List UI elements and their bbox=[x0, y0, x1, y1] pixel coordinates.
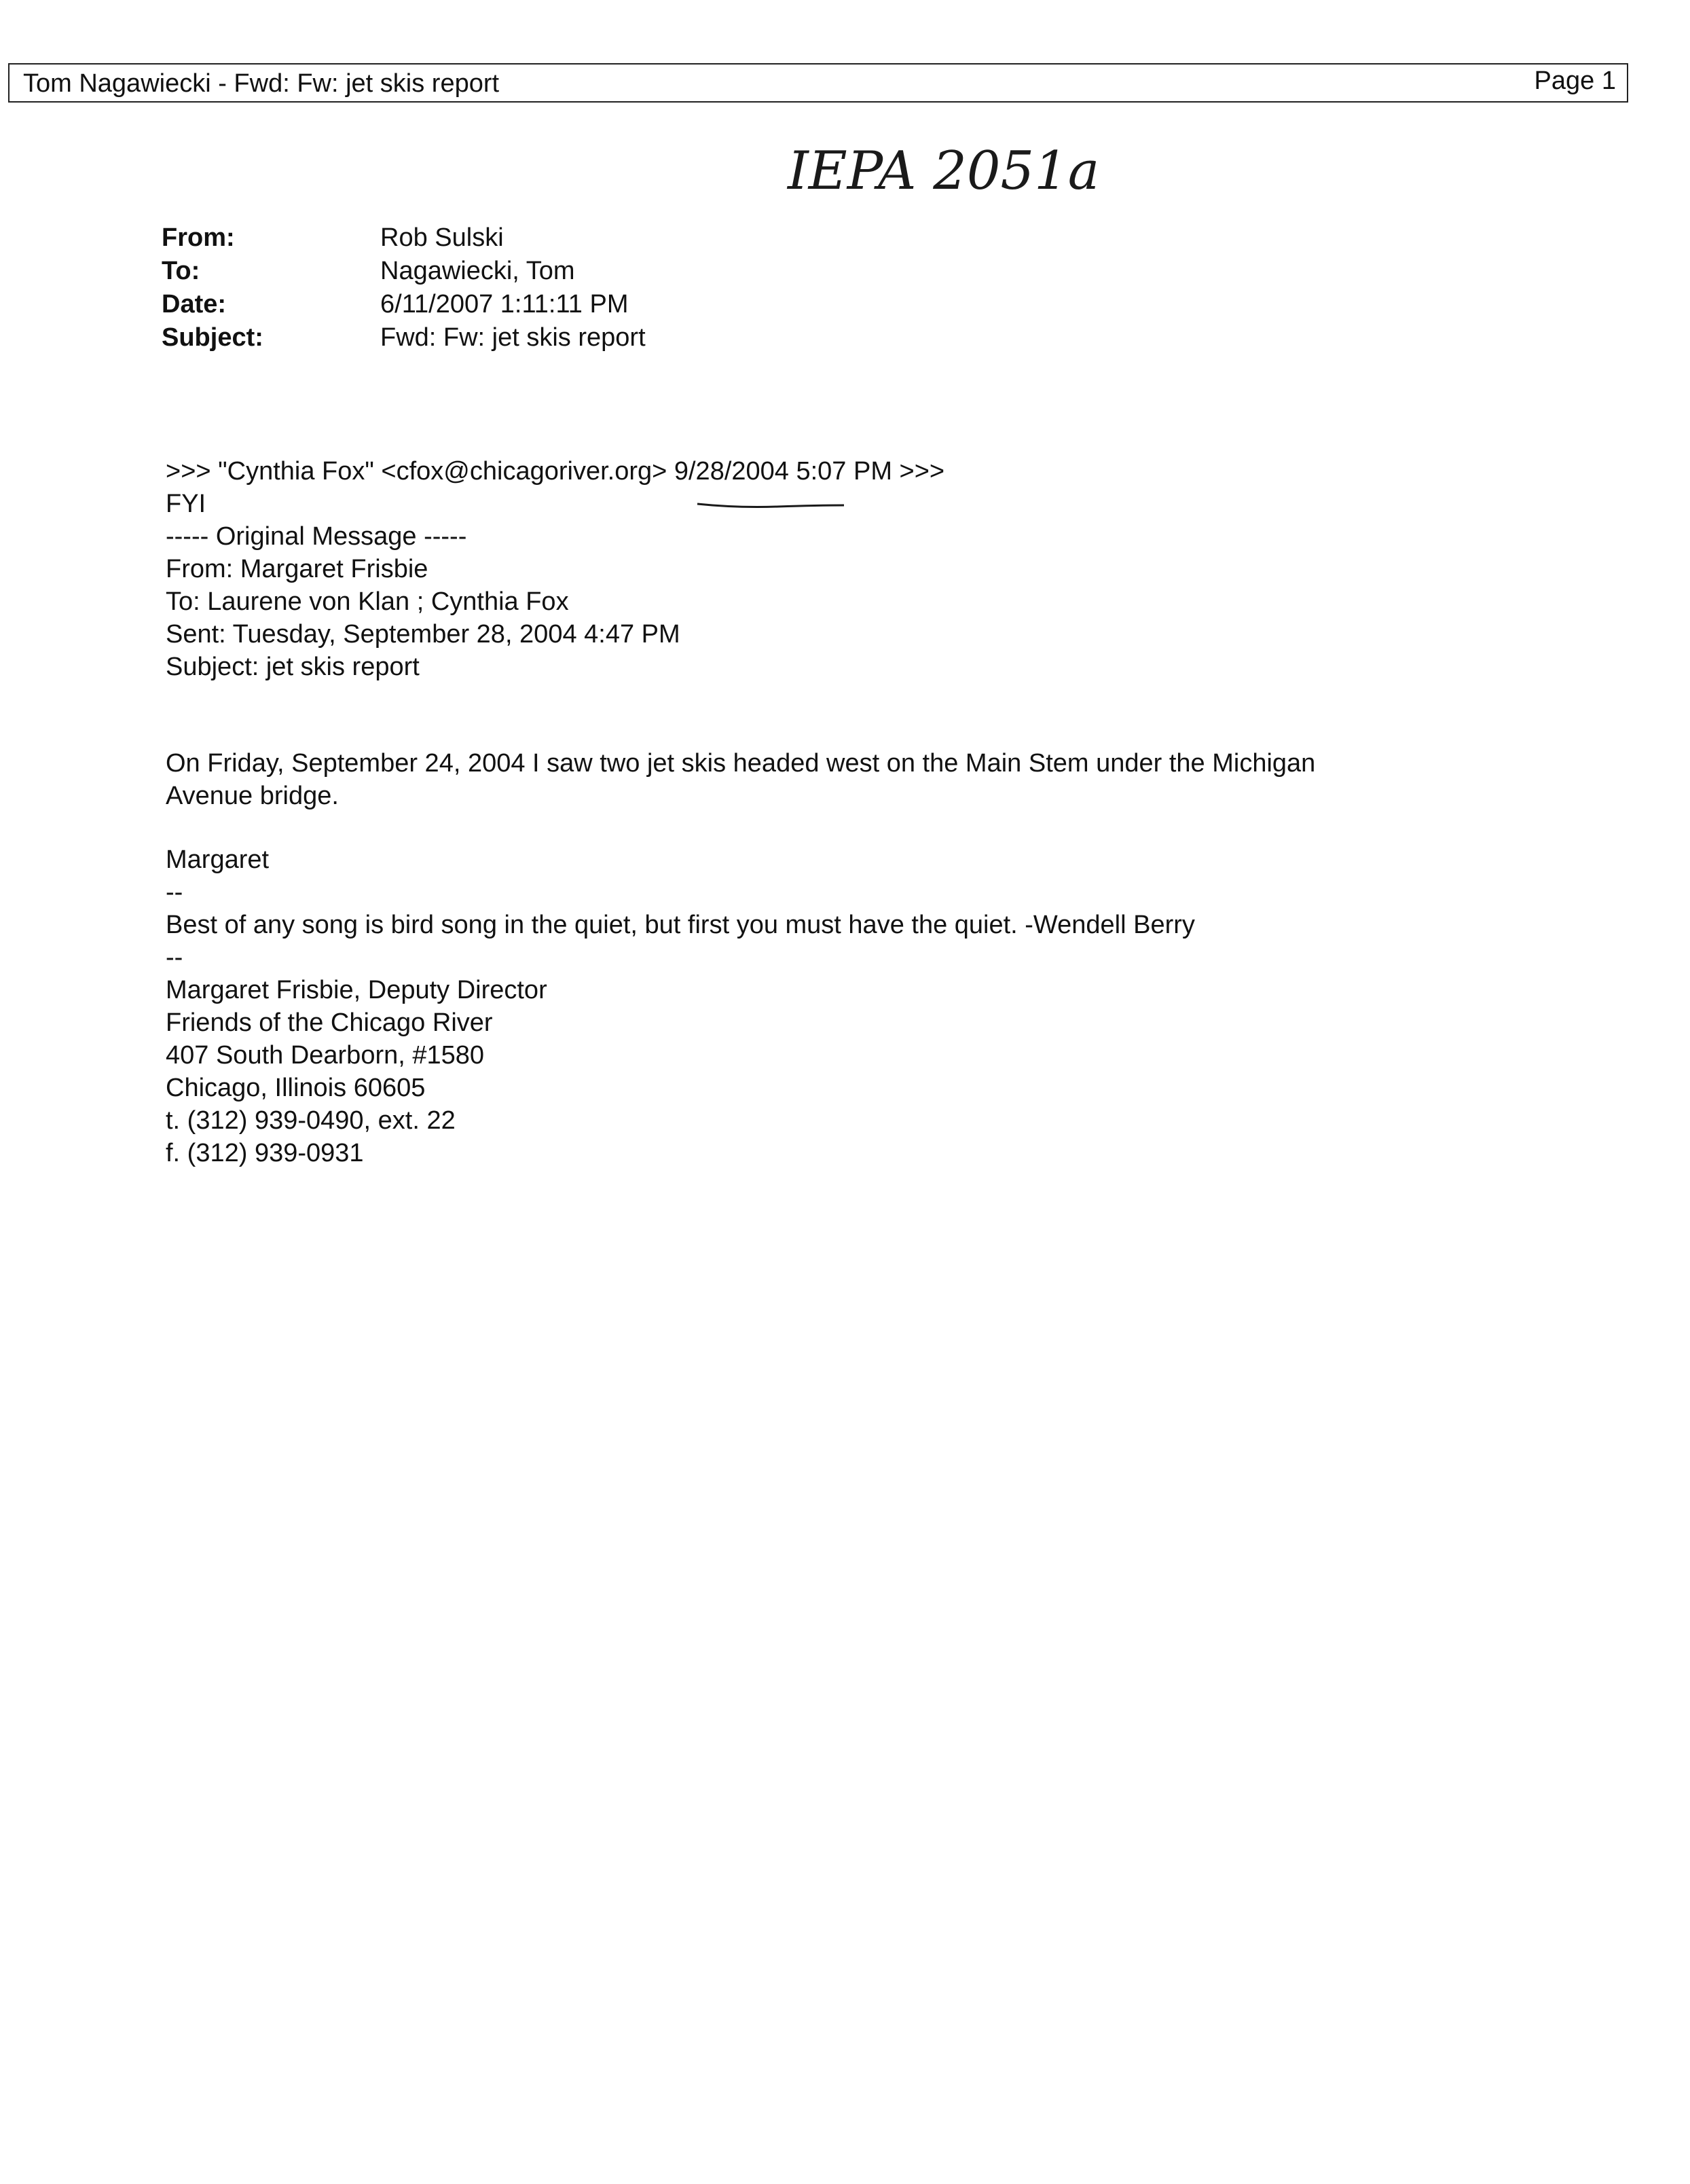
meta-value: Nagawiecki, Tom bbox=[380, 257, 575, 285]
meta-value: 6/11/2007 1:11:11 PM bbox=[380, 290, 629, 318]
meta-label: Date: bbox=[162, 290, 227, 318]
original-to: To: Laurene von Klan ; Cynthia Fox bbox=[166, 587, 569, 616]
message-greeting: Margaret bbox=[166, 845, 270, 874]
original-subject: Subject: jet skis report bbox=[166, 653, 420, 681]
forward-line: >>> "Cynthia Fox" <cfox@chicagoriver.org> 9/28/2004 5:07 PM >>> bbox=[166, 457, 945, 486]
signature-line: Chicago, Illinois 60605 bbox=[166, 1074, 426, 1102]
meta-value: Fwd: Fw: jet skis report bbox=[380, 323, 646, 352]
meta-label: From: bbox=[162, 223, 235, 252]
meta-value: Rob Sulski bbox=[380, 223, 504, 252]
meta-label: Subject: bbox=[162, 323, 263, 352]
signature-line: f. (312) 939-0931 bbox=[166, 1139, 364, 1167]
signature-separator: -- bbox=[166, 943, 183, 972]
page-number: Page 1 bbox=[1534, 67, 1616, 95]
message-line-1: On Friday, September 24, 2004 I saw two jet skis headed west on the Main Stem under the Michigan bbox=[166, 749, 1316, 778]
signature-separator: -- bbox=[166, 878, 183, 907]
original-sent: Sent: Tuesday, September 28, 2004 4:47 PM bbox=[166, 620, 680, 649]
handwritten-underline bbox=[696, 498, 845, 512]
handwritten-note-text: IEPA 2051a bbox=[788, 141, 1100, 202]
handwritten-annotation bbox=[781, 136, 1147, 211]
meta-label: To: bbox=[162, 257, 200, 285]
signature-line: Margaret Frisbie, Deputy Director bbox=[166, 976, 547, 1004]
signature-quote: Best of any song is bird song in the quiet, but first you must have the quiet. -Wendell Berry bbox=[166, 911, 1195, 939]
original-message-header: ----- Original Message ----- bbox=[166, 522, 467, 551]
header-title: Tom Nagawiecki - Fwd: Fw: jet skis report bbox=[23, 69, 500, 98]
signature-line: 407 South Dearborn, #1580 bbox=[166, 1041, 485, 1070]
signature-line: Friends of the Chicago River bbox=[166, 1008, 493, 1037]
page-header bbox=[8, 63, 1628, 103]
fyi-line: FYI bbox=[166, 490, 206, 518]
message-line-2: Avenue bridge. bbox=[166, 782, 339, 810]
signature-line: t. (312) 939-0490, ext. 22 bbox=[166, 1106, 456, 1135]
original-from: From: Margaret Frisbie bbox=[166, 555, 428, 583]
